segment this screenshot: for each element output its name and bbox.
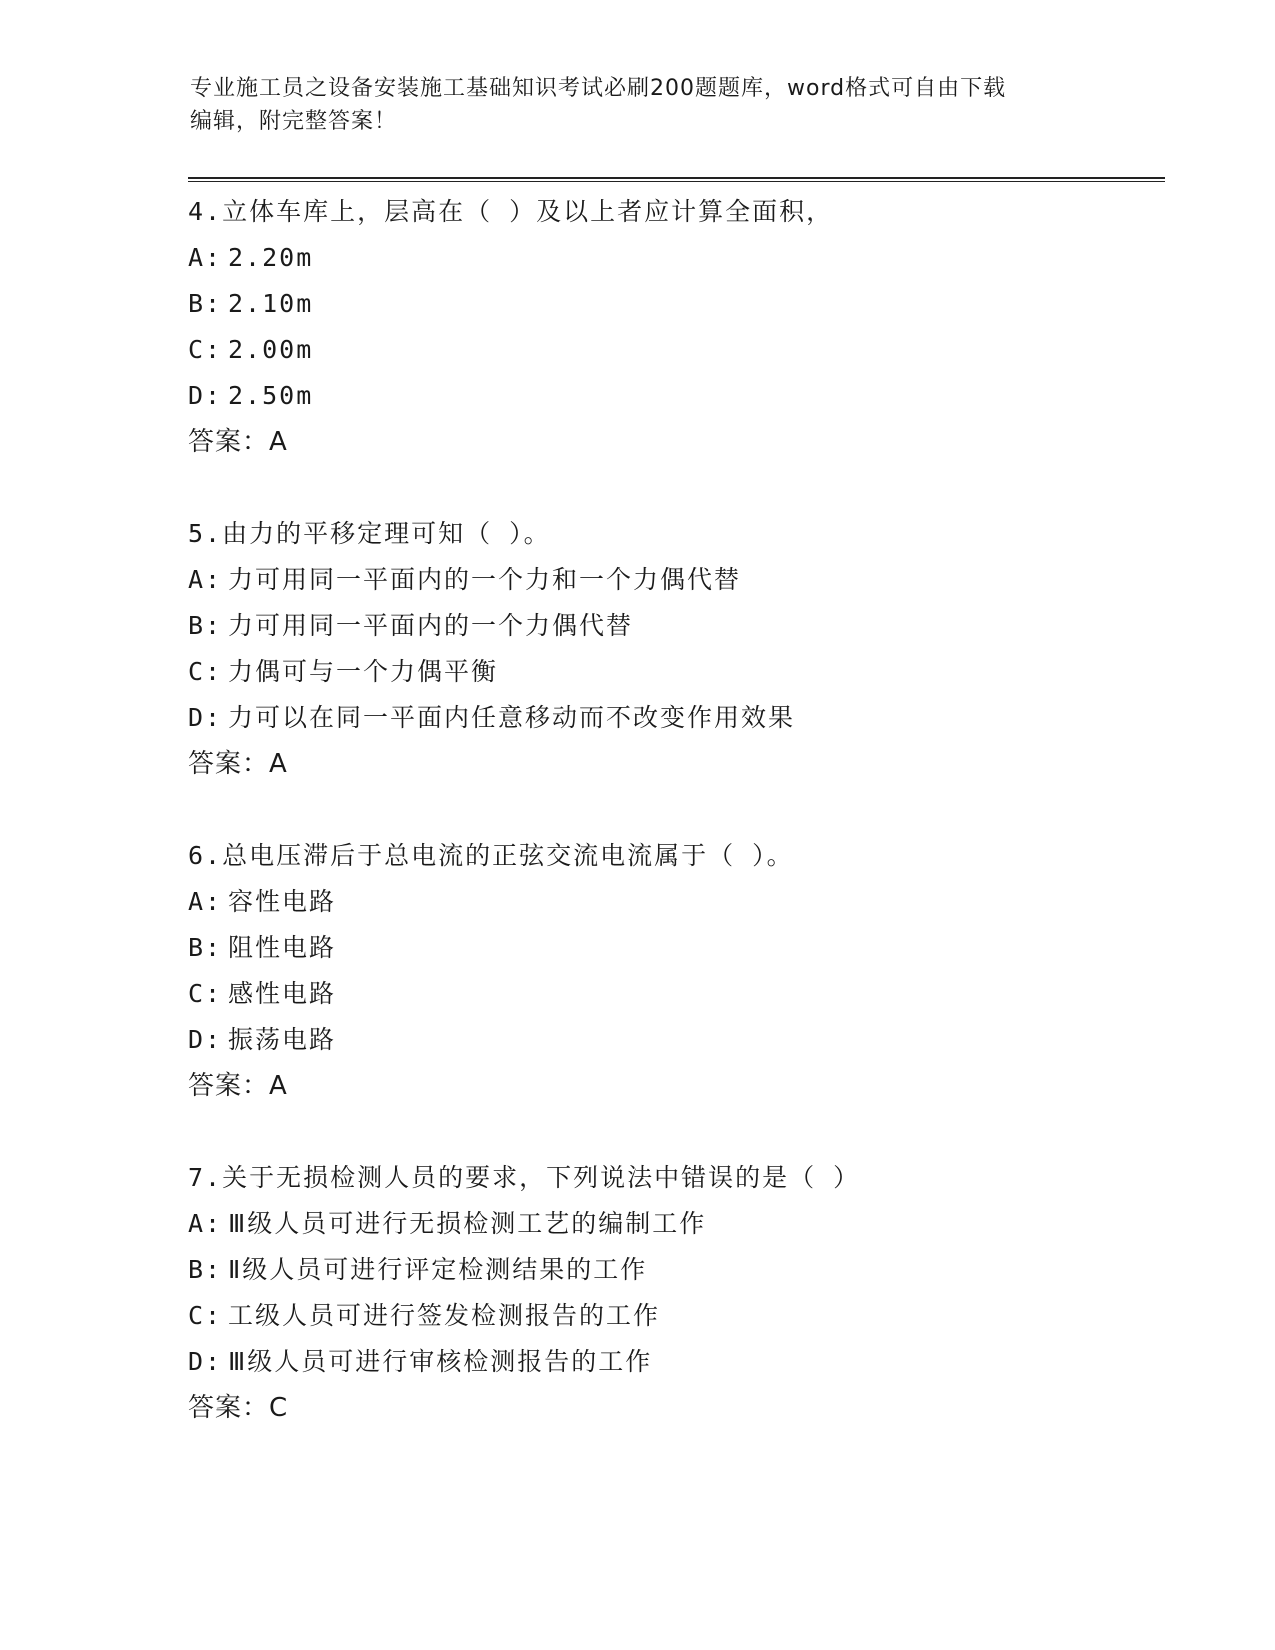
question-list bbox=[188, 189, 1148, 1477]
answer-line: 答案：C bbox=[188, 1393, 289, 1423]
option-key: D: bbox=[188, 1025, 223, 1054]
question-4 bbox=[188, 189, 1148, 465]
option-c bbox=[188, 1293, 1148, 1339]
option-key: A: bbox=[188, 565, 223, 594]
option-key: B: bbox=[188, 289, 223, 318]
option-d bbox=[188, 1339, 1148, 1385]
answer-line: 答案：A bbox=[188, 427, 288, 457]
option-text: Ⅱ级人员可进行评定检测结果的工作 bbox=[228, 1255, 648, 1284]
option-text: 力可以在同一平面内任意移动而不改变作用效果 bbox=[228, 703, 796, 732]
option-text: 振荡电路 bbox=[228, 1025, 337, 1054]
option-c bbox=[188, 971, 1148, 1017]
option-d bbox=[188, 1017, 1148, 1063]
option-b bbox=[188, 1247, 1148, 1293]
option-text: 2.00m bbox=[228, 335, 314, 364]
option-text: 力偶可与一个力偶平衡 bbox=[228, 657, 499, 686]
question-stem: 4.立体车库上，层高在（ ）及以上者应计算全面积， bbox=[188, 197, 834, 226]
question-stem: 6.总电压滞后于总电流的正弦交流电流属于（ ）。 bbox=[188, 841, 794, 870]
header-title-line-1: 专业施工员之设备安装施工基础知识考试必刷200题题库，word格式可自由下载 bbox=[190, 76, 1007, 101]
option-key: D: bbox=[188, 381, 223, 410]
option-text: 2.20m bbox=[228, 243, 314, 272]
option-text: Ⅲ级人员可进行无损检测工艺的编制工作 bbox=[228, 1209, 707, 1238]
question-6 bbox=[188, 833, 1148, 1109]
header-title-line-2: 编辑，附完整答案！ bbox=[190, 109, 398, 134]
question-stem: 7.关于无损检测人员的要求，下列说法中错误的是（ ） bbox=[188, 1163, 861, 1192]
option-b bbox=[188, 925, 1148, 971]
option-a bbox=[188, 879, 1148, 925]
option-key: B: bbox=[188, 611, 223, 640]
option-text: 力可用同一平面内的一个力偶代替 bbox=[228, 611, 634, 640]
option-key: A: bbox=[188, 243, 223, 272]
option-d bbox=[188, 373, 1148, 419]
option-key: C: bbox=[188, 335, 223, 364]
option-key: D: bbox=[188, 1347, 223, 1376]
option-text: Ⅲ级人员可进行审核检测报告的工作 bbox=[228, 1347, 653, 1376]
question-7 bbox=[188, 1155, 1148, 1431]
question-stem: 5.由力的平移定理可知（ ）。 bbox=[188, 519, 551, 548]
option-text: 工级人员可进行签发检测报告的工作 bbox=[228, 1301, 661, 1330]
option-key: C: bbox=[188, 657, 223, 686]
option-text: 2.10m bbox=[228, 289, 314, 318]
option-a bbox=[188, 235, 1148, 281]
option-b bbox=[188, 281, 1148, 327]
option-text: 力可用同一平面内的一个力和一个力偶代替 bbox=[228, 565, 742, 594]
option-a bbox=[188, 557, 1148, 603]
option-key: B: bbox=[188, 1255, 223, 1284]
option-key: A: bbox=[188, 1209, 223, 1238]
answer-line: 答案：A bbox=[188, 1071, 288, 1101]
option-key: C: bbox=[188, 1301, 223, 1330]
option-text: 阻性电路 bbox=[228, 933, 337, 962]
question-5 bbox=[188, 511, 1148, 787]
header-divider bbox=[188, 177, 1165, 182]
option-text: 感性电路 bbox=[228, 979, 337, 1008]
option-c bbox=[188, 327, 1148, 373]
option-key: B: bbox=[188, 933, 223, 962]
option-text: 2.50m bbox=[228, 381, 314, 410]
answer-line: 答案：A bbox=[188, 749, 288, 779]
option-b bbox=[188, 603, 1148, 649]
option-key: C: bbox=[188, 979, 223, 1008]
option-d bbox=[188, 695, 1148, 741]
option-a bbox=[188, 1201, 1148, 1247]
document-header bbox=[190, 72, 1090, 138]
option-c bbox=[188, 649, 1148, 695]
option-text: 容性电路 bbox=[228, 887, 337, 916]
option-key: D: bbox=[188, 703, 223, 732]
option-key: A: bbox=[188, 887, 223, 916]
